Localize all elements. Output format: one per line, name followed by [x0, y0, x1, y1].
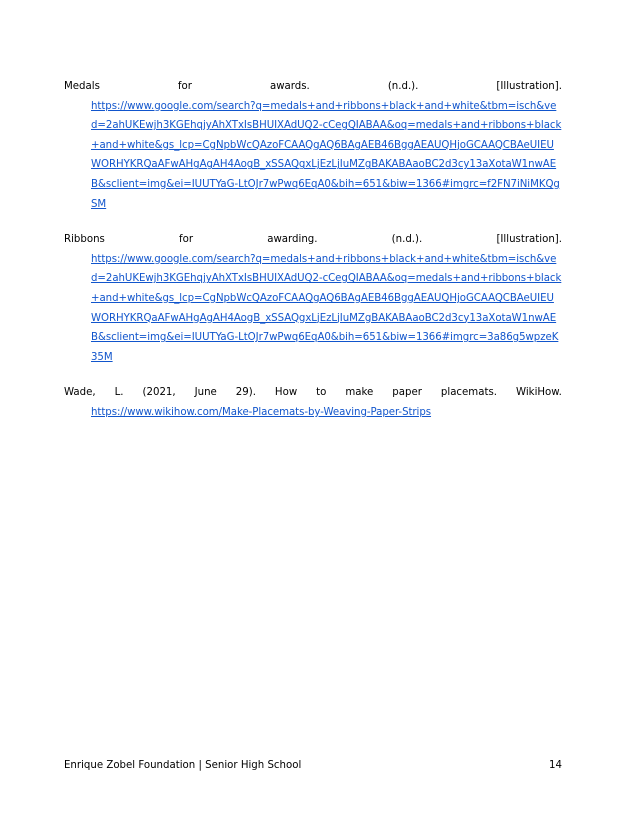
- citation-word: [Illustration].: [496, 81, 562, 92]
- citation-word: [Illustration].: [496, 234, 562, 246]
- reference-citation: [64, 230, 562, 250]
- citation-word: awards.: [269, 81, 310, 92]
- citation-word: for: [179, 234, 194, 246]
- citation-word: awarding.: [267, 234, 318, 246]
- reference-entry: [64, 77, 562, 214]
- citation-word: (n.d.).: [387, 81, 419, 92]
- citation-word: make: [345, 387, 374, 399]
- reference-entry: [64, 383, 562, 422]
- citation-word: paper: [392, 387, 422, 399]
- page-number: 14: [549, 760, 562, 771]
- reference-citation: [64, 383, 562, 403]
- citation-word: How: [274, 387, 298, 399]
- reference-link[interactable]: https://www.google.com/search?q=medals+and+ribbons+black+and+white&tbm=isch&ved=2ahUKEwjh3KGEhqjyAhXTxIsBHUIXAdUQ2-cCegQIABAA&oq=medals+and+ribbons+black+and+white&gs_lcp=CgNpbWcQAzoFCAAQgAQ6BAgAEB46BggAEAUQHjoGCAAQCBAeUIEUWORHYKRQaAFwAHgAgAH4AogB_xSSAQgxLjEzLjIuMZgBAKABAaoBC2d3cy13aXotaW1nwAEB&sclient=img&ei=IUUTYaG-LtOJr7wPwq6EqA0&bih=651&biw=1366#imgrc=f2FN7iNiMKQgSM: [91, 100, 562, 210]
- footer-text: Enrique Zobel Foundation | Senior High School: [64, 760, 302, 771]
- reference-link[interactable]: https://www.wikihow.com/Make-Placemats-by-Weaving-Paper-Strips: [91, 406, 432, 418]
- citation-word: Ribbons: [64, 234, 105, 246]
- reference-citation: [64, 77, 562, 97]
- citation-word: June: [194, 387, 217, 399]
- citation-word: WikiHow.: [515, 387, 562, 399]
- reference-entry: [64, 230, 562, 367]
- citation-word: 29).: [235, 387, 256, 399]
- reference-list: [64, 77, 562, 439]
- citation-word: Wade,: [64, 387, 96, 399]
- citation-word: (n.d.).: [391, 234, 423, 246]
- citation-word: to: [316, 387, 327, 399]
- citation-word: placemats.: [440, 387, 498, 399]
- page-footer: [64, 760, 562, 771]
- reference-link[interactable]: https://www.google.com/search?q=medals+and+ribbons+black+and+white&tbm=isch&ved=2ahUKEwjh3KGEhqjyAhXTxIsBHUIXAdUQ2-cCegQIABAA&oq=medals+and+ribbons+black+and+white&gs_lcp=CgNpbWcQAzoFCAAQgAQ6BAgAEB46BggAEAUQHjoGCAAQCBAeUIEUWORHYKRQaAFwAHgAgAH4AogB_xSSAQgxLjEzLjIuMZgBAKABAaoBC2d3cy13aXotaW1nwAEB&sclient=img&ei=IUUTYaG-LtOJr7wPwq6EqA0&bih=651&biw=1366#imgrc=3a86g5wpzeK35M: [91, 253, 562, 363]
- citation-word: (2021,: [142, 387, 176, 399]
- citation-word: for: [177, 81, 192, 92]
- citation-word: Medals: [64, 81, 100, 92]
- citation-word: L.: [114, 387, 124, 399]
